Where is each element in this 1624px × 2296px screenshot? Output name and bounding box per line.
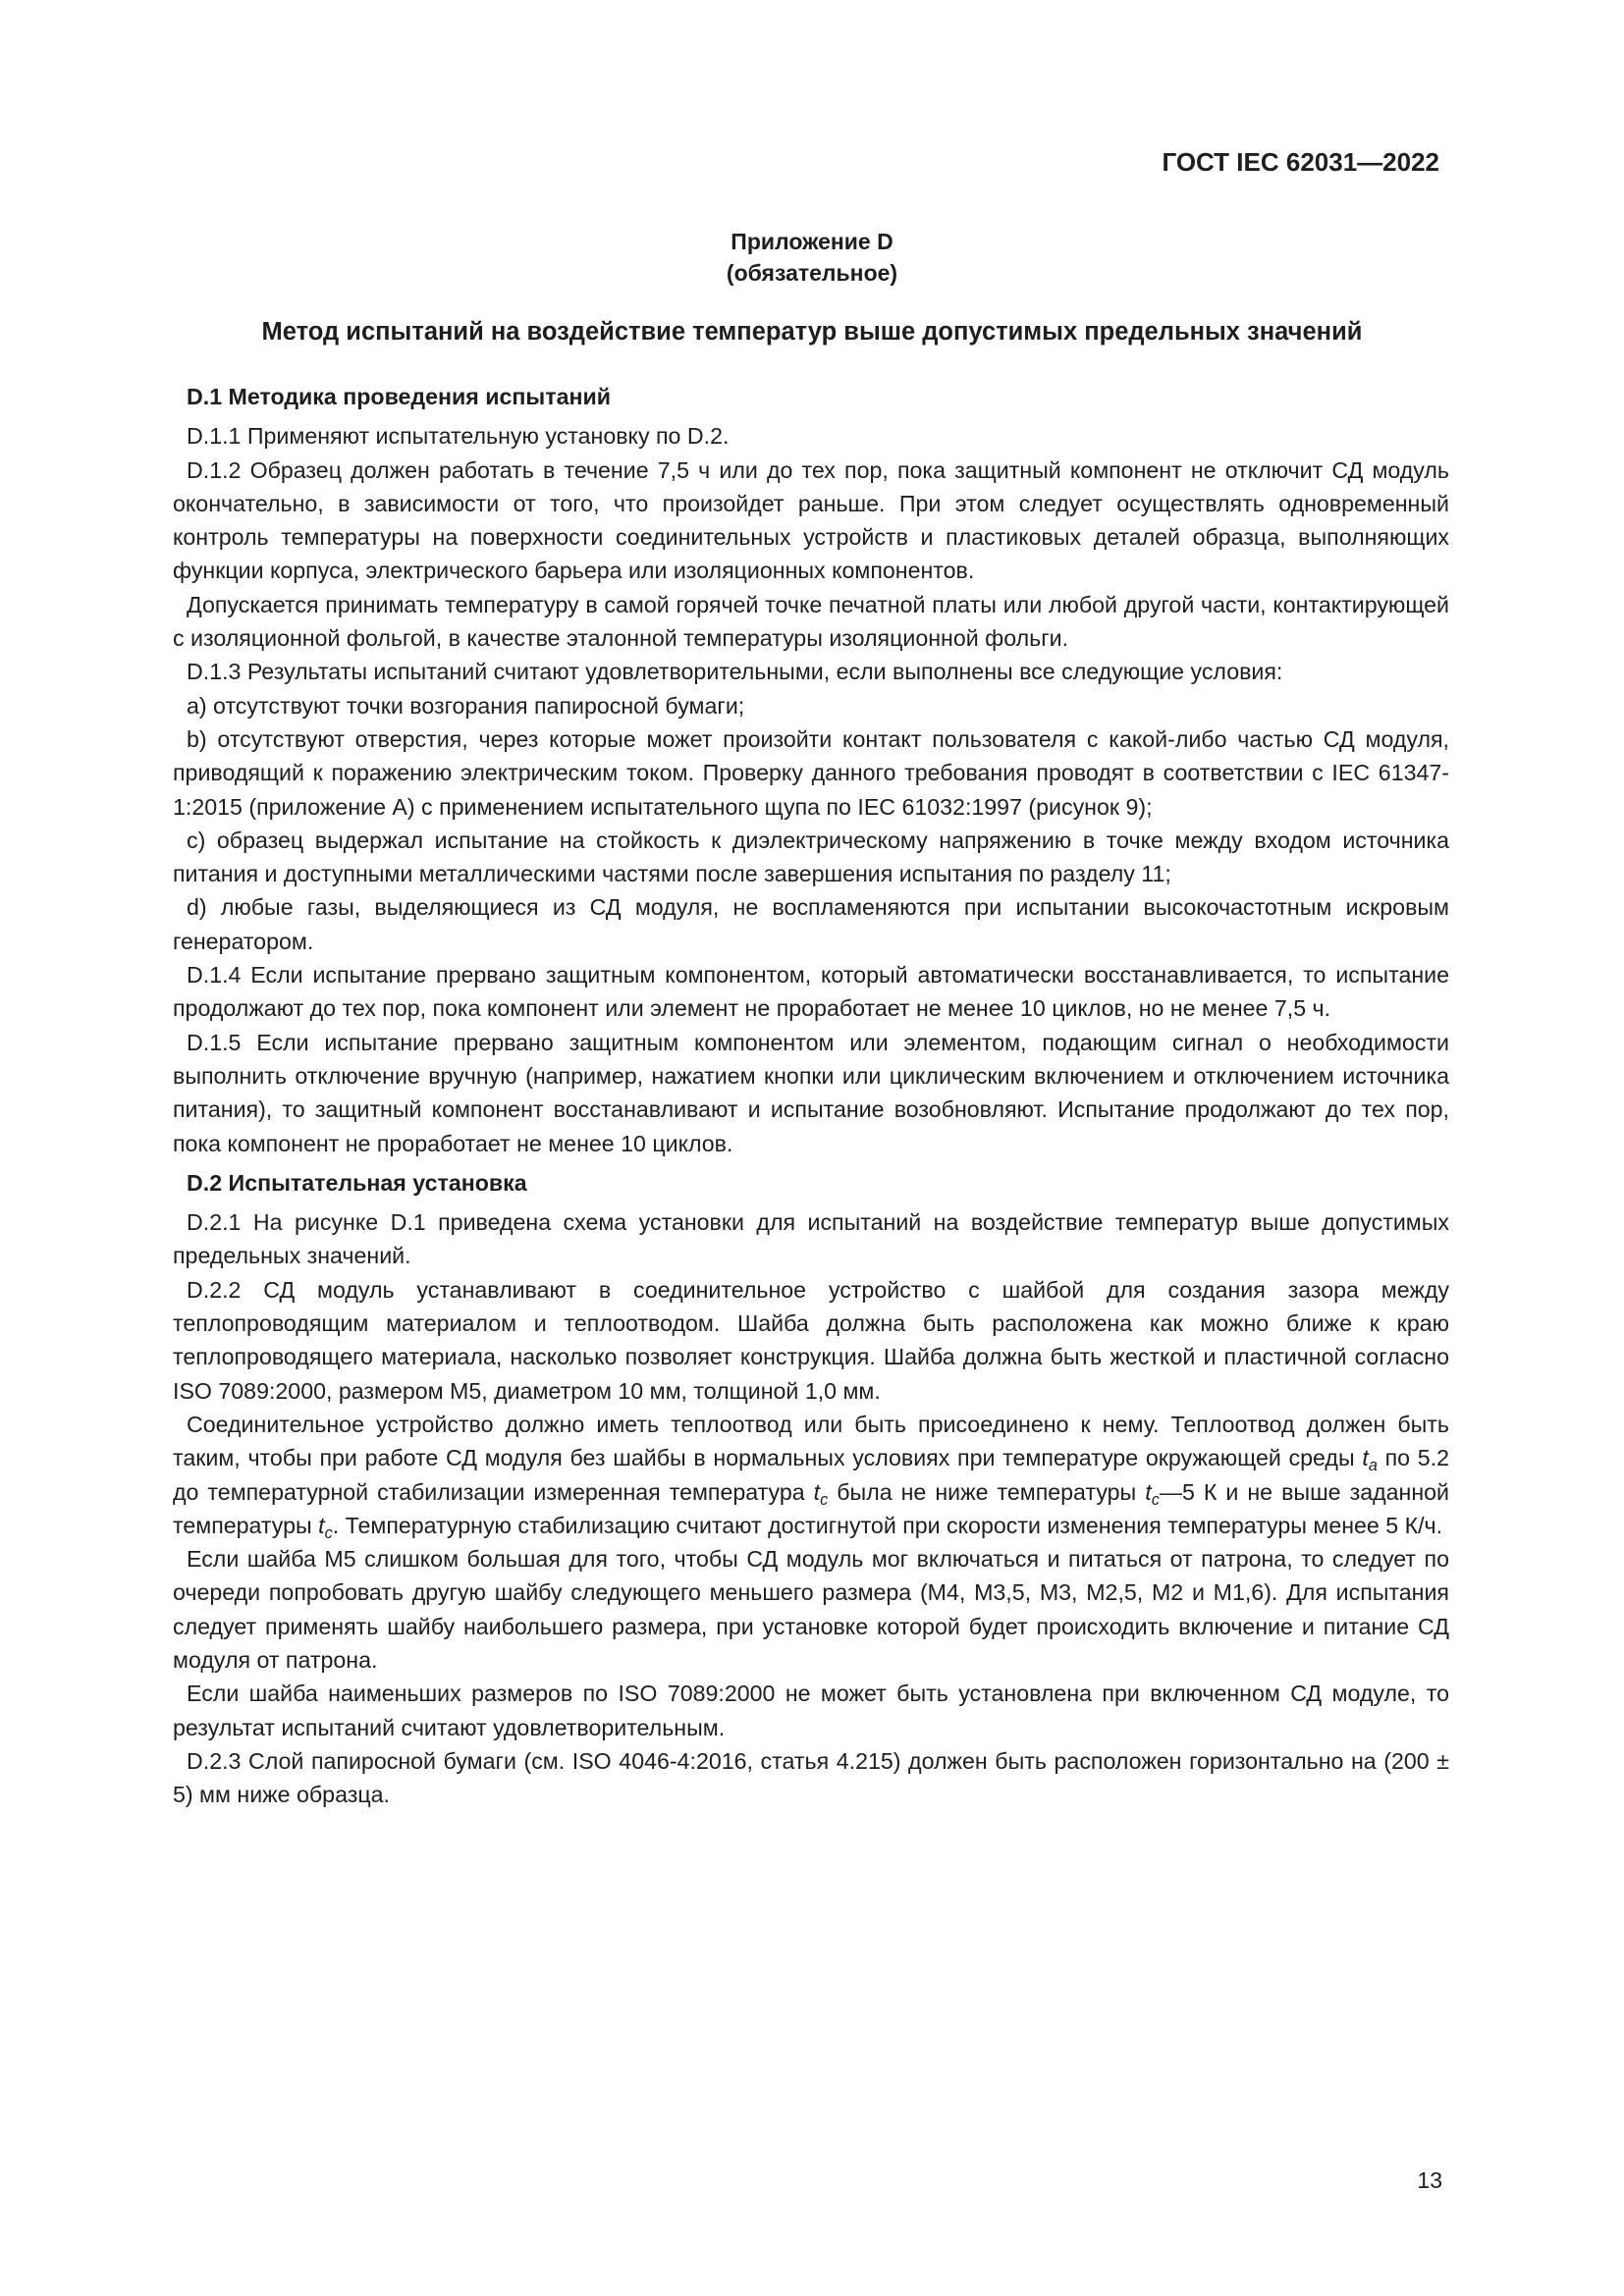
paragraph-d1-2: D.1.2 Образец должен работать в течение 7,5 ч или до тех пор, пока защитный компонент не отключит СД модуль окончательно, в зависимости от того, что произойдет раньше. При этом следует осуществлять одновременный контроль температуры на поверхности соединительных устройств и пластиковых деталей образца, выполняющих функции корпуса, электрического барьера или изоляционных компонентов.: [173, 456, 1449, 584]
paragraph-d2-1: D.2.1 На рисунке D.1 приведена схема установки для испытаний на воздействие температур выше допустимых предельных значений.: [173, 1209, 1449, 1269]
list-item-b: b) отсутствуют отверстия, через которые может произойти контакт пользователя с какой-либо частью СД модуля, приводящий к поражению электрическим током. Проверку данного требования проводят в соответствии с IEC 61347-1:2015 (приложение А) с применением испытательного щупа по IEC 61032:1997 (рисунок 9);: [173, 725, 1449, 820]
symbol-t: t: [813, 1478, 821, 1505]
paragraph-d1-4: D.1.4 Если испытание прервано защитным компонентом, который автоматически восстанавливается, то испытание продолжают до тех пор, пока компонент или элемент не проработает не менее 10 циклов, но не менее 7,5 ч.: [173, 962, 1449, 1022]
subscript-c: c: [324, 1523, 333, 1542]
symbol-t: t: [1145, 1478, 1152, 1505]
paragraph-d2-2-result: Если шайба наименьших размеров по ISO 7089:2000 не может быть установлена при включенном СД модуле, то результат испытаний считают удовлетворительным.: [173, 1681, 1449, 1740]
text-segment: была не ниже температуры: [828, 1478, 1146, 1505]
section-d2-heading: D.2 Испытательная установка: [187, 1169, 527, 1196]
text-segment: —5 К и не выше заданной температуры: [173, 1478, 1449, 1538]
symbol-t: t: [1362, 1445, 1369, 1471]
section-d1-heading: D.1 Методика проведения испытаний: [187, 384, 612, 409]
page-number: 13: [1417, 2167, 1442, 2193]
document-body: [173, 380, 1449, 1811]
annex-status: (обязательное): [726, 260, 898, 286]
subscript-c: c: [1151, 1490, 1160, 1509]
paragraph-d2-2-washer: Если шайба М5 слишком большая для того, чтобы СД модуль мог включаться и питаться от патрона, то следует по очереди попробовать другую шайбу следующего меньшего размера (М4, М3,5, М3, М2,5, М2 и М1,6). Для испытания следует применять шайбу наибольшего размера, при установке которой будет происходить включение и питание СД модуля от патрона.: [173, 1546, 1449, 1673]
list-item-d: d) любые газы, выделяющиеся из СД модуля, не воспламеняются при испытании высокочастотным искровым генератором.: [173, 894, 1449, 954]
symbol-t: t: [318, 1512, 325, 1538]
paragraph-d2-2: D.2.2 СД модуль устанавливают в соединительное устройство с шайбой для создания зазора между теплопроводящим материалом и теплоотводом. Шайба должна быть расположена как можно ближе к краю теплопроводящего материала, насколько позволяет конструкция. Шайба должна быть жесткой и пластичной согласно ISO 7089:2000, размером М5, диаметром 10 мм, толщиной 1,0 мм.: [173, 1276, 1449, 1404]
paragraph-d1-5: D.1.5 Если испытание прервано защитным компонентом или элементом, подающим сигнал о необходимости выполнить отключение вручную (например, нажатием кнопки или циклическим включением и отключением источника питания), то защитный компонент восстанавливают и испытание возобновляют. Испытание продолжают до тех пор, пока компонент не проработает не менее 10 циклов.: [173, 1029, 1449, 1156]
paragraph-d2-2-heatsink: [173, 1408, 1449, 1542]
text-segment: Соединительное устройство должно иметь теплоотвод или быть присоединено к нему. Теплоотвод должен быть таким, чтобы при работе СД модуля без шайбы в нормальных условиях при температуре окружающей среды: [173, 1411, 1449, 1471]
annex-heading: [0, 226, 1624, 289]
paragraph-d1-1: D.1.1 Применяют испытательную установку по D.2.: [187, 423, 730, 450]
main-title: Метод испытаний на воздействие температур выше допустимых предельных значений: [261, 318, 1363, 346]
text-segment: по 5.2 до температурной стабилизации измеренная температура: [173, 1445, 1449, 1505]
text-segment: . Температурную стабилизацию считают достигнутой при скорости изменения температуры менее 5 К/ч.: [332, 1512, 1443, 1538]
subscript-c: c: [820, 1490, 829, 1509]
document-id: ГОСТ IEC 62031—2022: [1162, 147, 1439, 177]
paragraph-d1-2-note: Допускается принимать температуру в самой горячей точке печатной платы или любой другой части, контактирующей с изоляционной фольгой, в качестве эталонной температуры изоляционной фольги.: [173, 591, 1449, 652]
paragraph-d2-3: D.2.3 Слой папиросной бумаги (см. ISO 4046-4:2016, статья 4.215) должен быть расположен горизонтально на (200 ± 5) мм ниже образца.: [173, 1747, 1449, 1808]
list-item-a: a) отсутствуют точки возгорания папиросной бумаги;: [187, 692, 745, 719]
list-item-c: c) образец выдержал испытание на стойкость к диэлектрическому напряжению в точке между входом источника питания и доступными металлическими частями после завершения испытания по разделу 11;: [173, 827, 1449, 887]
subscript-a: a: [1368, 1457, 1378, 1475]
annex-title: Приложение D: [731, 229, 893, 254]
paragraph-d1-3: D.1.3 Результаты испытаний считают удовлетворительными, если выполнены все следующие условия:: [187, 659, 1283, 685]
